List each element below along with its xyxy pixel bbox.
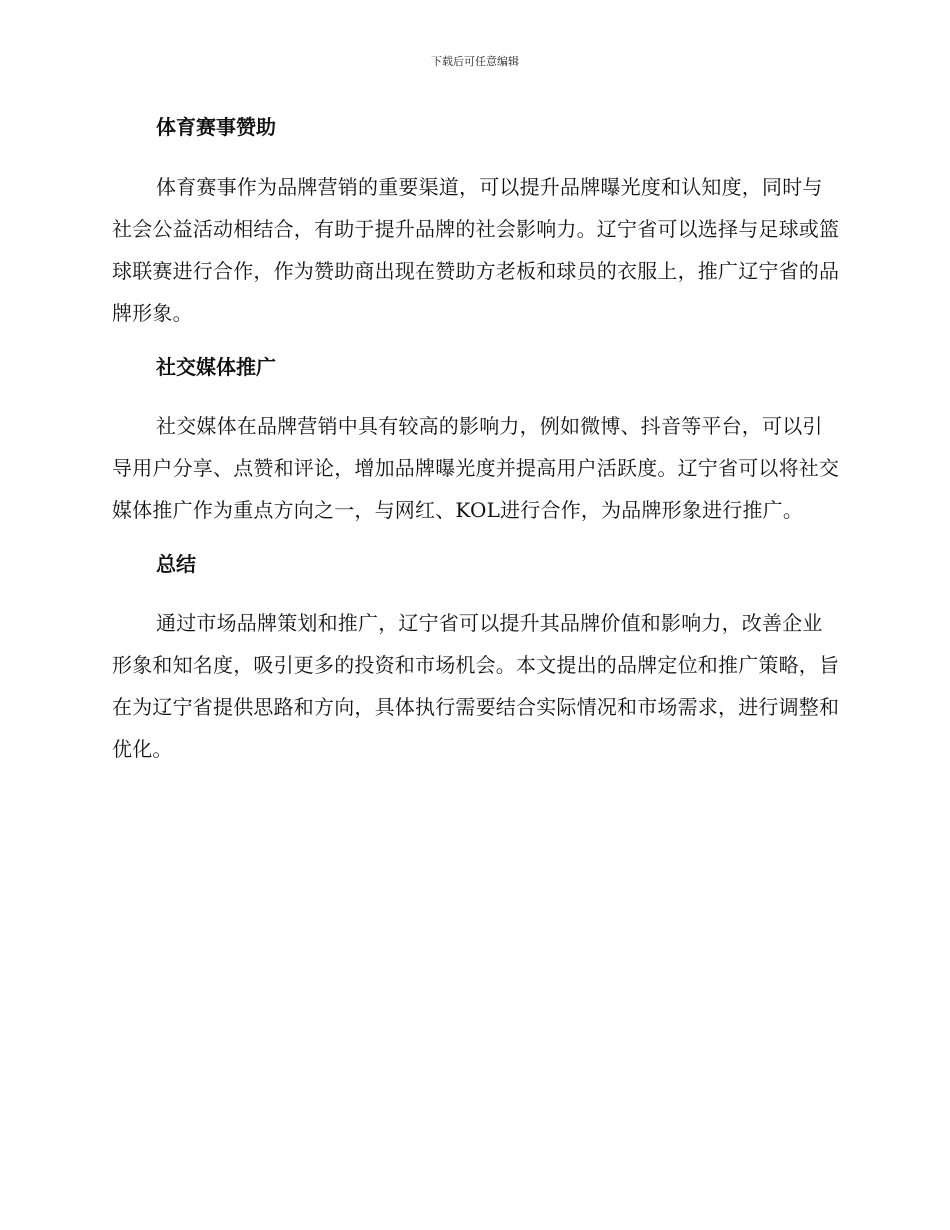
- page-header: 下载后可任意编辑: [431, 55, 519, 68]
- section-title-summary: 总结: [156, 552, 196, 576]
- section-paragraph-sports-sponsorship: 体育赛事作为品牌营销的重要渠道，可以提升品牌曝光度和认知度，同时与社会公益活动相结合，有助于提升品牌的社会影响力。辽宁省可以选择与足球或篮球联赛进行合作，作为赞助商出现在赞助方老板和球员的衣服上，推广辽宁省的品牌形象。: [112, 175, 840, 325]
- section-paragraph-summary: 通过市场品牌策划和推广，辽宁省可以提升其品牌价值和影响力，改善企业形象和知名度，吸引更多的投资和市场机会。本文提出的品牌定位和推广策略，旨在为辽宁省提供思路和方向，具体执行需要结合实际情况和市场需求，进行调整和优化。: [112, 611, 840, 761]
- document-body: [112, 112, 842, 770]
- section-title-social-media: 社交媒体推广: [156, 355, 276, 379]
- section-title-sports-sponsorship: 体育赛事赞助: [156, 115, 276, 139]
- section-paragraph-social-media: 社交媒体在品牌营销中具有较高的影响力，例如微博、抖音等平台，可以引导用户分享、点赞和评论，增加品牌曝光度并提高用户活跃度。辽宁省可以将社交媒体推广作为重点方向之一，与网红、KOL进行合作，为品牌形象进行推广。: [112, 414, 840, 522]
